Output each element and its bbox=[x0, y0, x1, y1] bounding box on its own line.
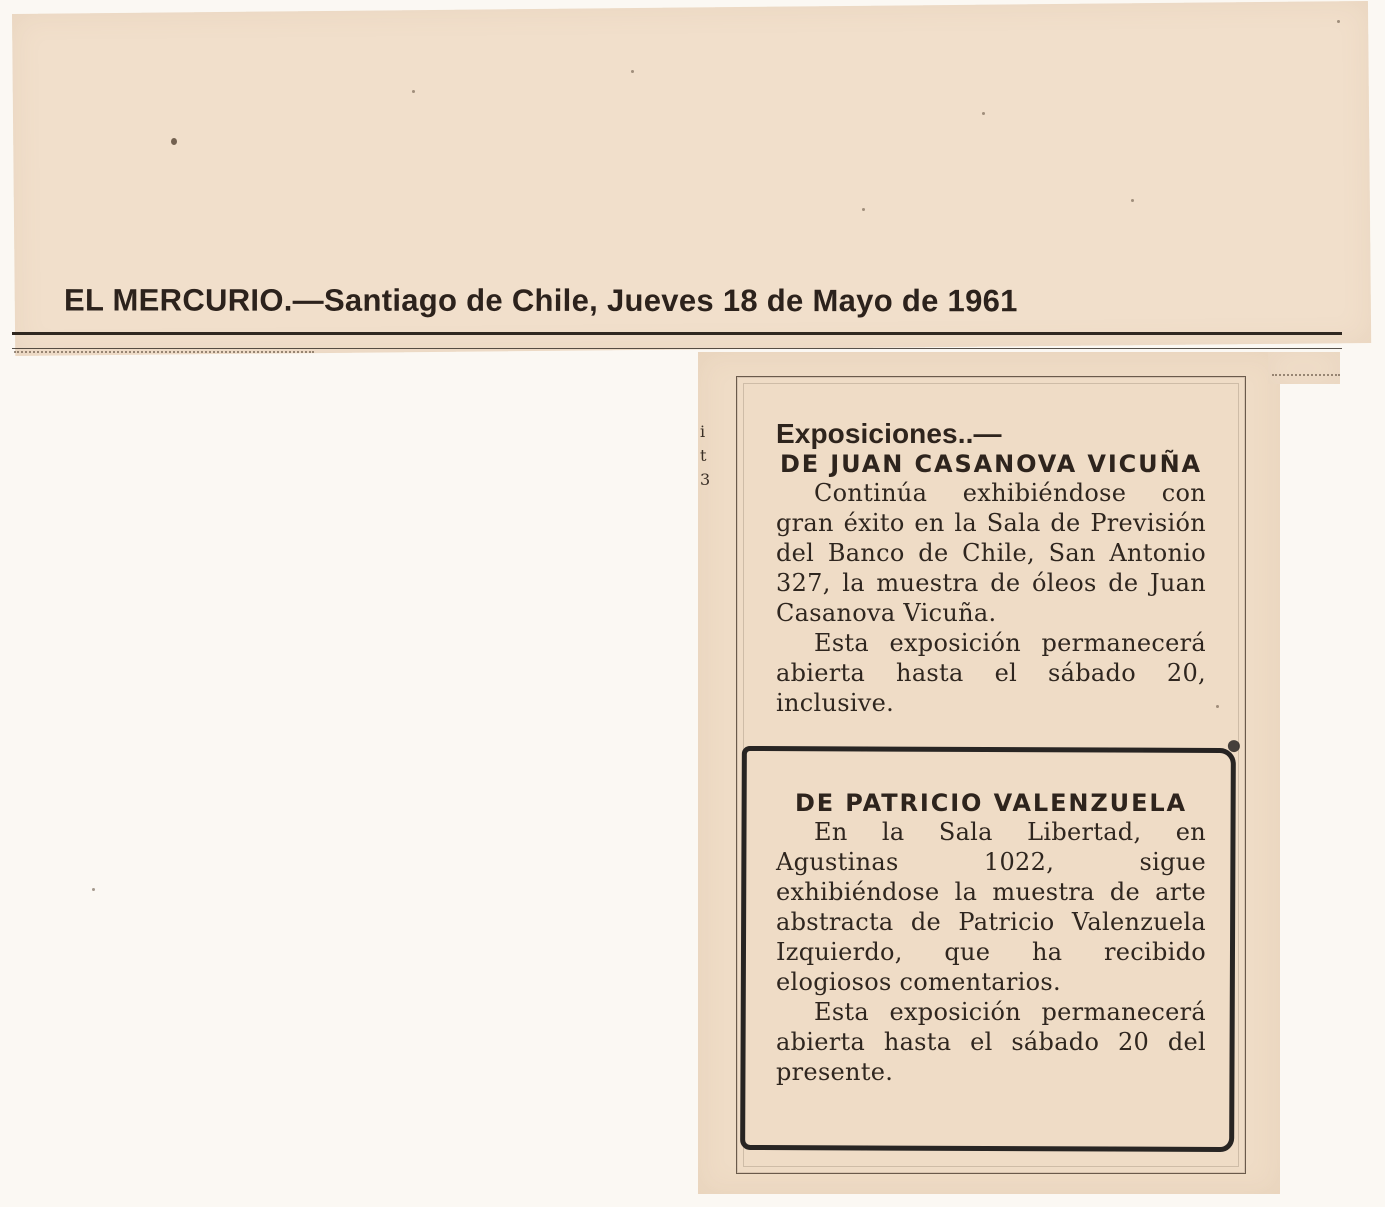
hand-drawn-marker-box bbox=[740, 746, 1236, 1152]
newspaper-clipping-right-tab bbox=[1268, 352, 1340, 384]
ink-speck bbox=[171, 138, 177, 145]
exhibitions-article bbox=[776, 418, 1206, 718]
section-subhead-patricio-valenzuela: DE PATRICIO VALENZUELA bbox=[794, 789, 1188, 817]
paper-speck bbox=[982, 112, 985, 115]
article-headline: Exposiciones..— bbox=[776, 418, 1002, 449]
dateline-thick-rule bbox=[12, 332, 1342, 335]
adjacent-column-fragment bbox=[700, 420, 710, 492]
dateline-thin-rule bbox=[12, 348, 1342, 349]
section-paragraph-juan-casanova-1: Continúa exhibiéndose con gran éxito en la Sala de Previsión del Banco de Chile, San Antonio 327, la muestra de óleos de Juan Casanova Vicuña. bbox=[776, 479, 1206, 627]
section-paragraph-juan-casanova-2: Esta exposición permanecerá abierta hasta el sábado 20, inclusive. bbox=[776, 629, 1206, 717]
adjacent-column-letter: t bbox=[700, 446, 707, 465]
section-paragraph-patricio-valenzuela-1: En la Sala Libertad, en Agustinas 1022, sigue exhibiéndose la muestra de arte abstracta de Patricio Valenzuela Izquierdo, que ha recibido elogiosos comentarios. bbox=[776, 818, 1206, 996]
adjacent-column-letter: i bbox=[700, 422, 706, 441]
paper-speck bbox=[412, 90, 415, 93]
right-dotted-border bbox=[1272, 374, 1340, 379]
paper-speck bbox=[92, 888, 95, 891]
section-paragraph-patricio-valenzuela-2: Esta exposición permanecerá abierta hasta el sábado 20 del presente. bbox=[776, 998, 1206, 1086]
paper-speck bbox=[862, 208, 865, 211]
section-subhead-juan-casanova: DE JUAN CASANOVA VICUÑA bbox=[779, 450, 1203, 478]
adjacent-column-letter: 3 bbox=[700, 470, 711, 489]
paper-speck bbox=[1337, 20, 1340, 23]
newspaper-dateline: EL MERCURIO.—Santiago de Chile, Jueves 18 de Mayo de 1961 bbox=[63, 282, 1018, 319]
left-dotted-border bbox=[14, 351, 314, 356]
paper-speck bbox=[631, 70, 634, 73]
paper-speck bbox=[1131, 199, 1134, 202]
